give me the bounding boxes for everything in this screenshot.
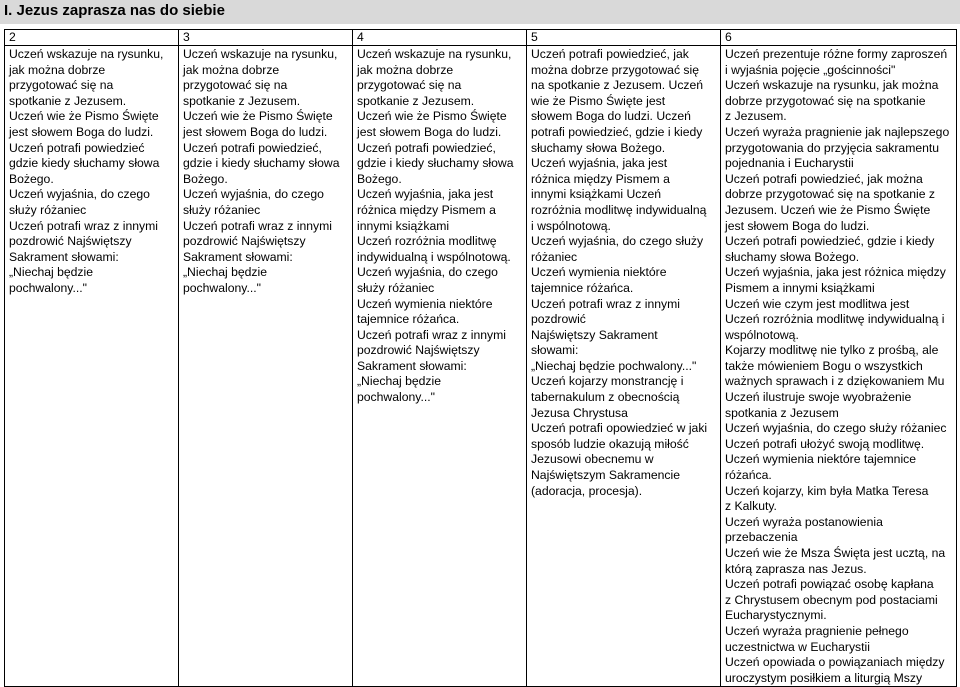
cell-text-line: Uczeń potrafi opowiedzieć w jaki — [531, 421, 708, 436]
cell-text-line: gdzie i kiedy słuchamy słowa — [357, 156, 514, 171]
cell-text-line: służy różaniec — [183, 202, 261, 217]
cell-text-line: „Niechaj będzie — [9, 265, 94, 280]
cell-text-line: słowem Boga do ludzi. Uczeń — [531, 109, 691, 124]
cell-text-line: przygotować się na — [183, 78, 288, 93]
table-row — [5, 46, 957, 687]
cell-text-line: pochwalony..." — [357, 390, 435, 405]
cell-text-line: Jezusem. Uczeń wie że Pismo Święte — [725, 202, 931, 217]
cell-text-line: jest słowem Boga do ludzi. — [183, 124, 328, 139]
cell-text-line: Uczeń kojarzy, kim była Matka Teresa — [725, 483, 929, 498]
cell-text-line: różańca. — [725, 468, 772, 483]
cell-text-line: Uczeń wyjaśnia, do czego — [9, 187, 150, 202]
cell-text-line: różnica między Pismem a — [531, 171, 670, 186]
table-cell — [179, 46, 353, 687]
cell-text-line: Uczeń wyjaśnia, do czego — [357, 265, 498, 280]
cell-text-line: różnica między Pismem a — [357, 202, 496, 217]
cell-text-line: przygotować się na — [9, 78, 114, 93]
cell-text-line: Uczeń wie że Msza Święta jest ucztą, na — [725, 546, 946, 560]
cell-text-line: spotkanie z Jezusem. — [183, 93, 301, 108]
column-header: 3 — [179, 30, 353, 46]
column-header: 6 — [721, 30, 957, 46]
cell-text-line: Bożego. — [357, 171, 402, 186]
cell-text-line: i wyjaśnia pojęcie „gościnności" — [725, 62, 896, 77]
cell-text-line: Sakrament słowami: — [9, 249, 119, 264]
cell-text-line: „Niechaj będzie — [357, 374, 442, 389]
cell-text-line: sposób ludzie okazują miłość — [531, 436, 689, 451]
cell-text-line: słowami: — [531, 343, 579, 358]
cell-text-line: Uczeń opowiada o powiązaniach między — [725, 655, 945, 670]
cell-text-line: „Niechaj będzie pochwalony..." — [531, 358, 697, 373]
cell-text-line: Bożego. — [183, 171, 228, 186]
cell-text-line: służy różaniec — [9, 202, 87, 217]
cell-text-line: Uczeń potrafi powiedzieć — [9, 140, 145, 155]
cell-text-line: rozróżnia modlitwę indywidualną — [531, 202, 707, 217]
cell-text-line: Uczeń potrafi wraz z innymi — [357, 327, 507, 342]
cell-text-line: Uczeń potrafi powiedzieć, — [357, 140, 496, 155]
cell-text-line: Uczeń wyjaśnia, jaka jest — [357, 187, 494, 202]
cell-text-line: jest słowem Boga do ludzi. — [357, 124, 502, 139]
cell-text-line: przebaczenia — [725, 530, 798, 545]
cell-text-line: Uczeń kojarzy monstrancję i — [531, 374, 684, 389]
cell-text-line: uczestnictwa w Eucharystii — [725, 639, 870, 654]
cell-text-line: Uczeń potrafi powiedzieć, jak można — [725, 171, 923, 186]
cell-text-line: Uczeń potrafi wraz z innymi — [531, 296, 681, 311]
table-cell — [721, 46, 957, 687]
cell-text-line: pozdrowić Najświętszy — [183, 234, 306, 249]
cell-text-line: Uczeń potrafi powiedzieć, — [183, 140, 322, 155]
cell-text-line: pojednania i Eucharystii — [725, 156, 854, 171]
cell-text-line: Uczeń wyraża postanowienia — [725, 514, 883, 529]
cell-text-line: Uczeń wymienia niektóre — [531, 265, 667, 280]
cell-text-line: pochwalony..." — [183, 280, 261, 295]
cell-text-line: z Chrystusem obecnym pod postaciami — [725, 592, 938, 607]
cell-text-line: na spotkanie z Jezusem. Uczeń — [531, 78, 704, 93]
cell-text-line: Uczeń wie że Pismo Święte — [357, 109, 507, 124]
cell-text-line: jest słowem Boga do ludzi. — [725, 218, 870, 233]
cell-text-line: Uczeń prezentuje różne formy zaproszeń — [725, 47, 948, 61]
cell-text-line: spotkania z Jezusem — [725, 405, 839, 420]
cell-text-line: przygotować się na — [357, 78, 462, 93]
cell-text-line: innymi książkami Uczeń — [531, 187, 662, 202]
cell-text-line: Sakrament słowami: — [183, 249, 293, 264]
cell-text-line: innymi książkami — [357, 218, 450, 233]
cell-text-line: wie że Pismo Święte jest — [531, 93, 666, 108]
cell-text-line: Uczeń potrafi ułożyć swoją modlitwę. — [725, 436, 925, 451]
cell-text-line: Najświętszym Sakramencie — [531, 468, 680, 483]
column-header: 4 — [353, 30, 527, 46]
cell-text-line: słuchamy słowa Bożego. — [531, 140, 666, 155]
cell-text-line: Sakrament słowami: — [357, 358, 467, 373]
cell-text-line: Uczeń wie czym jest modlitwa jest — [725, 296, 910, 311]
cell-text-line: Bożego. — [9, 171, 54, 186]
cell-text-line: ważnych sprawach i z dziękowaniem Mu — [725, 374, 945, 389]
cell-text-line: Uczeń wie że Pismo Święte — [9, 109, 159, 124]
cell-text-line: jak można dobrze — [183, 62, 280, 77]
cell-text-line: z Kalkuty. — [725, 499, 777, 514]
table-header-row — [5, 30, 957, 46]
cell-text-line: Uczeń wyjaśnia, do czego służy różaniec — [725, 421, 947, 436]
cell-text-line: Pismem a innymi książkami — [725, 280, 875, 295]
cell-text-line: indywidualną i wspólnotową. — [357, 249, 511, 264]
cell-text-line: jak można dobrze — [357, 62, 454, 77]
table-cell — [527, 46, 721, 687]
cell-text-line: Uczeń ilustruje swoje wyobrażenie — [725, 390, 912, 405]
cell-text-line: tajemnice różańca. — [357, 312, 460, 327]
cell-text-line: gdzie i kiedy słuchamy słowa — [183, 156, 340, 171]
cell-text-line: Uczeń wskazuje na rysunku, — [9, 47, 164, 61]
cell-text-line: Uczeń wie że Pismo Święte — [183, 109, 333, 124]
cell-text-line: służy różaniec — [357, 280, 435, 295]
cell-text-line: (adoracja, procesja). — [531, 483, 643, 498]
cell-text-line: można dobrze przygotować się — [531, 62, 700, 77]
cell-text-line: Najświętszy Sakrament — [531, 327, 658, 342]
cell-text-line: Uczeń wyjaśnia, do czego — [183, 187, 324, 202]
curriculum-table — [4, 29, 957, 687]
cell-text-line: dobrze przygotować się na spotkanie z — [725, 187, 936, 202]
table-cell — [353, 46, 527, 687]
section-title: I. Jezus zaprasza nas do siebie — [4, 2, 225, 19]
cell-text-line: potrafi powiedzieć, gdzie i kiedy — [531, 124, 703, 139]
cell-text-line: spotkanie z Jezusem. — [9, 93, 127, 108]
cell-text-line: dobrze przygotować się na spotkanie — [725, 93, 926, 108]
cell-text-line: Uczeń wyjaśnia, do czego służy — [531, 234, 704, 249]
cell-text-line: Uczeń wymienia niektóre tajemnice — [725, 452, 917, 467]
cell-text-line: pochwalony..." — [9, 280, 87, 295]
cell-text-line: Uczeń wyraża pragnienie jak najlepszego — [725, 124, 950, 139]
cell-text-line: Uczeń rozróżnia modlitwę — [357, 234, 497, 249]
cell-text-line: pozdrowić — [531, 312, 586, 327]
cell-text-line: Uczeń wyraża pragnienie pełnego — [725, 623, 909, 638]
cell-text-line: z Jezusem. — [725, 109, 787, 124]
cell-text-line: Uczeń wyjaśnia, jaka jest — [531, 156, 668, 171]
cell-text-line: Uczeń potrafi powiązać osobę kapłana — [725, 577, 934, 592]
cell-text-line: przygotowania do przyjęcia sakramentu — [725, 140, 940, 155]
cell-text-line: spotkanie z Jezusem. — [357, 93, 475, 108]
cell-text-line: jak można dobrze — [9, 62, 106, 77]
cell-text-line: jest słowem Boga do ludzi. — [9, 124, 154, 139]
cell-text-line: Uczeń rozróżnia modlitwę indywidualną i — [725, 312, 945, 327]
column-header: 5 — [527, 30, 721, 46]
cell-text-line: Uczeń potrafi wraz z innymi — [183, 218, 333, 233]
cell-text-line: różaniec — [531, 249, 578, 264]
cell-text-line: także mówieniem Bogu o wszystkich — [725, 358, 923, 373]
table-cell — [5, 46, 179, 687]
cell-text-line: Uczeń wskazuje na rysunku, jak można — [725, 78, 939, 93]
cell-text-line: i wspólnotową. — [531, 218, 611, 233]
cell-text-line: pozdrowić Najświętszy — [9, 234, 132, 249]
cell-text-line: Jezusowi obecnemu w — [531, 452, 654, 467]
section-title-bar — [0, 0, 960, 24]
cell-text-line: gdzie kiedy słuchamy słowa — [9, 156, 160, 171]
cell-text-line: Uczeń wskazuje na rysunku, — [183, 47, 338, 61]
cell-text-line: Uczeń potrafi powiedzieć, gdzie i kiedy — [725, 234, 935, 249]
column-header: 2 — [5, 30, 179, 46]
cell-text-line: Uczeń potrafi powiedzieć, jak — [531, 47, 689, 61]
cell-text-line: Jezusa Chrystusa — [531, 405, 628, 420]
cell-text-line: „Niechaj będzie — [183, 265, 268, 280]
cell-text-line: Eucharystycznymi. — [725, 608, 827, 623]
cell-text-line: tabernakulum z obecnością — [531, 390, 680, 405]
cell-text-line: Uczeń wskazuje na rysunku, — [357, 47, 512, 61]
cell-text-line: wspólnotową. — [725, 327, 799, 342]
cell-text-line: Uczeń wyjaśnia, jaka jest różnica między — [725, 265, 946, 280]
cell-text-line: Uczeń potrafi wraz z innymi — [9, 218, 159, 233]
cell-text-line: uroczystym posiłkiem a liturgią Mszy — [725, 670, 923, 685]
cell-text-line: którą zaprasza nas Jezus. — [725, 561, 867, 576]
cell-text-line: Kojarzy modlitwę nie tylko z prośbą, ale — [725, 343, 939, 358]
cell-text-line: tajemnice różańca. — [531, 280, 634, 295]
cell-text-line: pozdrowić Najświętszy — [357, 343, 480, 358]
cell-text-line: Uczeń wymienia niektóre — [357, 296, 493, 311]
cell-text-line: słuchamy słowa Bożego. — [725, 249, 860, 264]
